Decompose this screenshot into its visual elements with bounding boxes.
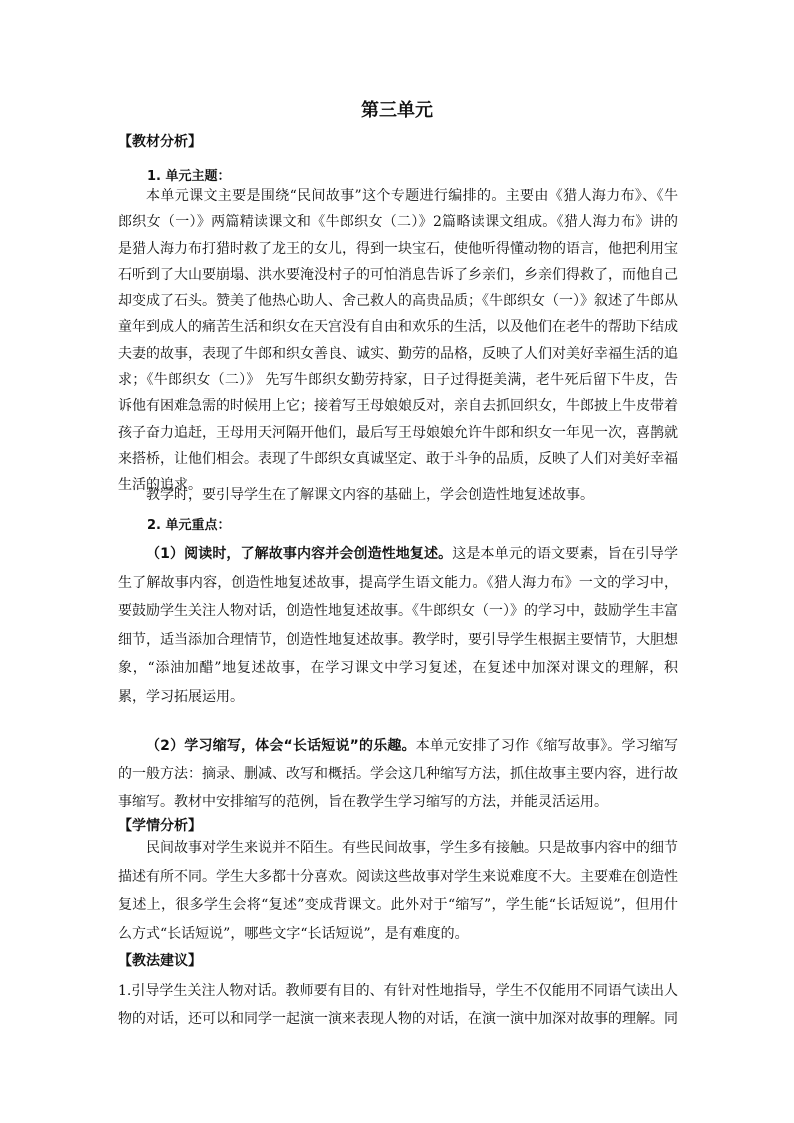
focus-2-body: 本单元安排了习作《缩写故事》。学习缩写的一般方法：摘录、删减、改写和概括。学会这几种缩写方法，抓住故事主要内容，进行故事缩写。教材中安排缩写的范例，旨在教学生学习缩写的方法，并能灵活运用。 <box>118 738 678 810</box>
focus-1-heading: （1）阅读时，了解故事内容并会创造性地复述。 <box>146 546 453 562</box>
section-heading-teaching-suggestions: 【教法建议】 <box>118 953 202 969</box>
page-title: 第三单元 <box>361 100 433 121</box>
focus-1-paragraph <box>118 540 678 711</box>
focus-1-body: 这是本单元的语文要素，旨在引导学生了解故事内容，创造性地复述故事，提高学生语文能力。《猎人海力布》一文的学习中，要鼓励学生关注人物对话，创造性地复述故事。《牛郎织女（一）》的学习中，鼓励学生丰富细节，适当添加合理情节，创造性地复述故事。教学时，要引导学生根据主要情节，大胆想象，“添油加醋”地复述故事，在学习课文中学习复述，在复述中加深对课文的理解，积累，学习拓展运用。 <box>118 546 679 705</box>
teaching-suggestion-paragraph: 1.引导学生关注人物对话。教师要有目的、有针对性地指导，学生不仅能用不同语气读出人物的对话，还可以和同学一起演一演来表现人物的对话，在演一演中加深对故事的理解。同 <box>118 983 678 1027</box>
section-heading-textbook-analysis: 【教材分析】 <box>118 134 202 150</box>
student-analysis-paragraph: 民间故事对学生来说并不陌生。有些民间故事，学生多有接触。只是故事内容中的细节描述有所不同。学生大多都十分喜欢。阅读这些故事对学生来说难度不大。主要难在创造性复述上，很多学生会将“复述”变成背课文。此外对于“缩写”，学生能“长话短说”，但用什么方式“长话短说”，哪些文字“长话短说”，是有难度的。 <box>118 840 678 942</box>
unit-focus-label: 2. 单元重点： <box>147 518 231 533</box>
unit-theme-paragraph: 本单元课文主要是围绕“民间故事”这个专题进行编排的。主要由《猎人海力布》、《牛郎织女（一）》两篇精读课文和《牛郎织女（二）》2篇略读课文组成。《猎人海力布》讲的是猎人海力布打猎时救了龙王的女儿，得到一块宝石，使他听得懂动物的语言，他把利用宝石听到了大山要崩塌、洪水要淹没村子的可怕消息告诉了乡亲们，乡亲们得救了，而他自己却变成了石头。赞美了他热心助人、舍己救人的高贵品质；《牛郎织女（一）》叙述了牛郎从童年到成人的痛苦生活和织女在天宫没有自由和欢乐的生活，以及他们在老牛的帮助下结成夫妻的故事，表现了牛郎和织女善良、诚实、勤劳的品格，反映了人们对美好幸福生活的追求；《牛郎织女（二）》 先写牛郎织女勤劳持家，日子过得挺美满，老牛死后留下牛皮，告诉他有困难急需的时候用上它；接着写王母娘娘反对，亲自去抓回织女，牛郎披上牛皮带着孩子奋力追赶，王母用天河隔开他们，最后写王母娘娘允许牛郎和织女一年见一次，喜鹊就来搭桥，让他们相会。表现了牛郎织女真诚坚定、敢于斗争的品质，反映了人们对美好幸福生活的追求。 <box>118 188 678 494</box>
section-heading-student-analysis: 【学情分析】 <box>118 818 202 834</box>
teaching-note-paragraph: 教学时，要引导学生在了解课文内容的基础上，学会创造性地复述故事。 <box>146 487 594 503</box>
focus-2-heading: （2）学习缩写，体会“长话短说”的乐趣。 <box>146 738 416 754</box>
focus-2-paragraph <box>118 732 678 816</box>
unit-theme-label: 1. 单元主题： <box>147 169 231 184</box>
